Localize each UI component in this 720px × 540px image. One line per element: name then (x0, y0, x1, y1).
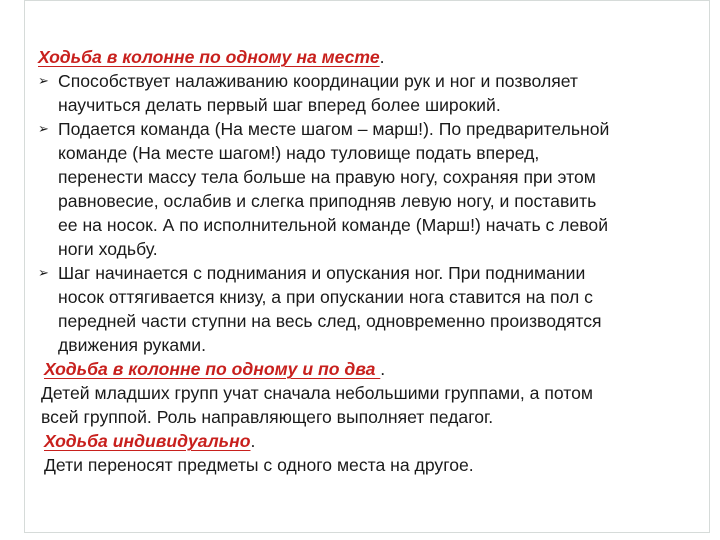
paragraph-walk-one-two (38, 381, 702, 429)
heading-text: Ходьба индивидуально (44, 431, 251, 451)
arrow-bullet-icon: ➢ (38, 265, 49, 280)
bullet-item (38, 261, 702, 357)
paragraph-line: Дети переносят предметы с одного места на другое. (44, 455, 474, 475)
bullet-line: передней части ступни на весь след, одновременно производятся (58, 311, 602, 331)
bullet-line: научиться делать первый шаг вперед более широкий. (58, 95, 501, 115)
arrow-bullet-icon: ➢ (38, 121, 49, 136)
heading-text: Ходьба в колонне по одному на месте (38, 47, 380, 67)
paragraph-line: Детей младших групп учат сначала небольшими группами, а потом (41, 383, 594, 403)
heading-punct: . (380, 359, 386, 379)
arrow-bullet-icon: ➢ (38, 73, 49, 88)
bullet-line: Шаг начинается с поднимания и опускания ног. При поднимании (58, 263, 586, 283)
heading-punct: . (379, 47, 385, 67)
bullet-line: Способствует налаживанию координации рук и ног и позволяет (58, 71, 578, 91)
bullet-line: перенести массу тела больше на правую ногу, сохраняя при этом (58, 167, 596, 187)
paragraph-walk-individual (38, 453, 702, 477)
bullet-line: ее на носок. А по исполнительной команде (Марш!) начать с левой (58, 215, 609, 235)
bullet-line: команде (На месте шагом!) надо туловище подать вперед, (58, 143, 540, 163)
bullet-line: движения руками. (58, 335, 207, 355)
bullet-line: равновесие, ослабив и слегка приподняв левую ногу, и поставить (58, 191, 597, 211)
heading-text: Ходьба в колонне по одному и по два (44, 359, 381, 379)
bullet-line: Подается команда (На месте шагом – марш!). По предварительной (58, 119, 610, 139)
heading-punct: . (250, 431, 256, 451)
bullet-item (38, 117, 702, 261)
bullet-item (38, 69, 702, 117)
slide-content (38, 45, 702, 477)
bullet-line: носок оттягивается книзу, а при опускании нога ставится на пол с (58, 287, 593, 307)
section-title-walk-individual (38, 429, 702, 453)
section-title-walk-one-place (38, 45, 702, 69)
section-title-walk-one-two (38, 357, 702, 381)
paragraph-line: всей группой. Роль направляющего выполняет педагог. (41, 407, 494, 427)
bullet-line: ноги ходьбу. (58, 239, 158, 259)
